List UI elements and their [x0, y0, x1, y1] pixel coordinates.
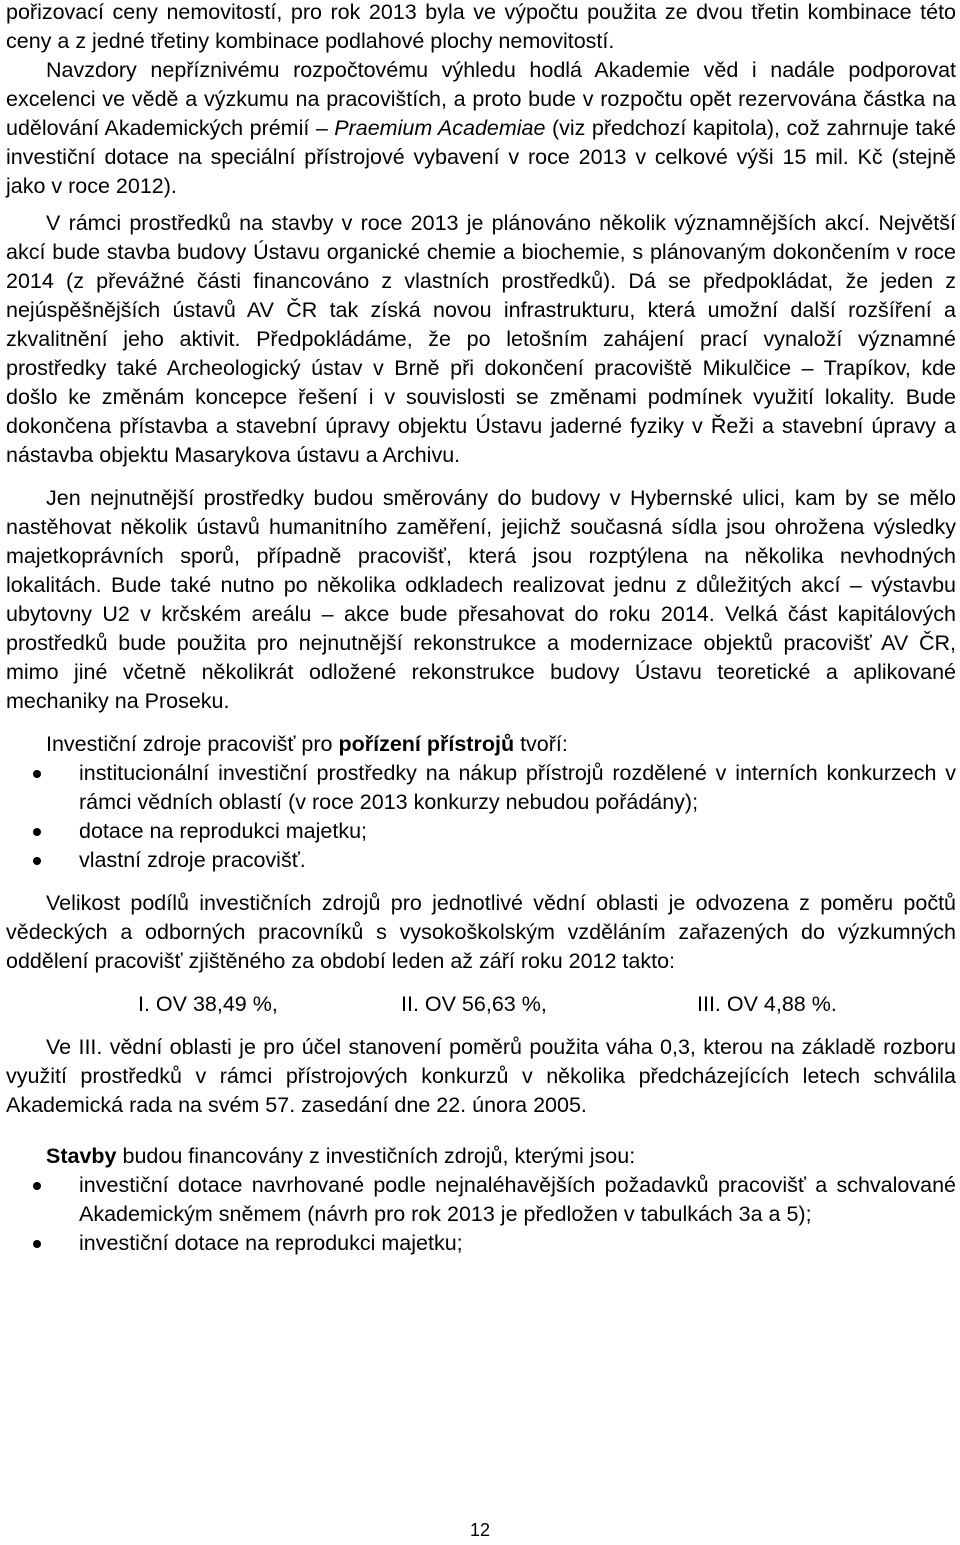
instrument-sources-list [6, 759, 956, 875]
bullet-icon [33, 828, 41, 836]
list-item [6, 846, 956, 875]
paragraph-premium [6, 56, 956, 201]
paragraph-third-area: Ve III. vědní oblasti je pro účel stanovení poměrů použita váha 0,3, kterou na základě rozboru využití prostředků v rámci přístrojových konkurzů v několika předcházejících letech schválila Akademická rada na svém 57. zasedání dne 22. února 2005. [6, 1035, 956, 1117]
ratio-ov3: III. OV 4,88 %. [697, 992, 837, 1016]
paragraph-premium-text-b: (viz předchozí kapitola), což zahrnuje také investiční dotace na speciální přístrojové vybavení v roce 2013 v celkové výši 15 mil. Kč (stejně jako v roce 2012). [6, 116, 956, 198]
buildings-text: budou financovány z investičních zdrojů, kterými jsou: [122, 1144, 636, 1168]
instrument-sources-text-b: tvoří: [520, 732, 568, 756]
paragraph-continued: pořizovací ceny nemovitostí, pro rok 2013 byla ve výpočtu použita ze dvou třetin kombinace této ceny a z jedné třetiny kombinace podlahové plochy nemovitostí. [6, 0, 956, 53]
bullet-icon [33, 770, 41, 778]
paragraph-hybernska: Jen nejnutnější prostředky budou směrovány do budovy v Hybernské ulici, kam by se mělo nastěhovat několik ústavů humanitního zaměření, jejichž současná sídla jsou ohrožena výsledky majetkoprávních sporů, případně pracovišť, která jsou rozptýlena na několika nevhodných lokalitách. Bude také nutno po několika odkladech realizovat jednu z důležitých akcí – výstavbu ubytovny U2 v krčském areálu – akce bude přesahovat do roku 2014. Velká část kapitálových prostředků bude použita pro nejnutnější rekonstrukce a modernizace objektů pracovišť AV ČR, mimo jiné včetně několikrát odložené rekonstrukce budovy Ústavu teoretické a aplikované mechaniky na Proseku. [6, 486, 956, 713]
list-item [6, 817, 956, 846]
ratio-ov2: II. OV 56,63 %, [401, 992, 547, 1016]
list-item-text: dotace na reprodukci majetku; [79, 819, 368, 843]
list-item [6, 1171, 956, 1229]
paragraph-instrument-sources [6, 730, 956, 759]
paragraph-premium-text-a: Navzdory nepříznivému rozpočtovému výhledu hodlá Akademie věd i nadále podporovat excelenci ve vědě a výzkumu na pracovištích, a proto bude v rozpočtu opět rezervována částka na udělování Akademických prémií – [6, 58, 956, 140]
paragraph-share-size: Velikost podílů investičních zdrojů pro jednotlivé vědní oblasti je odvozena z poměru počtů vědeckých a odborných pracovníků s vysokoškolským vzděláním zařazených do výzkumných oddělení pracovišť zjištěného za období leden až září roku 2012 takto: [6, 891, 956, 973]
bullet-icon [33, 1182, 41, 1190]
paragraph-constructions: V rámci prostředků na stavby v roce 2013 je plánováno několik významnějších akcí. Největší akcí bude stavba budovy Ústavu organické chemie a biochemie, s plánovaným dokončením v roce 2014 (z převážné části financováno z vlastních prostředků). Dá se předpokládat, že jeden z nejúspěšnějších ústavů AV ČR tak získá novou infrastrukturu, která umožní další rozšíření a zkvalitnění jeho aktivit. Předpokládáme, že po letošním zahájení prací vynaloží významné prostředky také Archeologický ústav v Brně při dokončení pracoviště Mikulčice – Trapíkov, kde došlo ke změnám koncepce řešení i v souvislosti se změnami podmínek využití lokality. Bude dokončena přístavba a stavební úpravy objektu Ústavu jaderné fyziky v Řeži a stavební úpravy a nástavba objektu Masarykova ústavu a Archivu. [6, 211, 956, 467]
instrument-sources-bold: pořízení přístrojů [338, 732, 515, 756]
list-item [6, 759, 956, 817]
paragraph-buildings [6, 1142, 956, 1171]
document-page [6, 0, 956, 1258]
bullet-icon [33, 1240, 41, 1248]
bullet-icon [33, 857, 41, 865]
list-item-text: vlastní zdroje pracovišť. [79, 848, 306, 872]
praemium-academiae-italic: Praemium Academiae [334, 116, 546, 140]
page-number: 12 [469, 1520, 491, 1540]
buildings-bold: Stavby [46, 1144, 117, 1168]
list-item-text: investiční dotace na reprodukci majetku; [79, 1231, 463, 1255]
instrument-sources-text-a: Investiční zdroje pracovišť pro [46, 732, 333, 756]
list-item-text: institucionální investiční prostředky na nákup přístrojů rozdělené v interních konkurzech v rámci vědních oblastí (v roce 2013 konkurzy nebudou pořádány); [79, 761, 956, 814]
buildings-sources-list [6, 1171, 956, 1258]
ratio-ov1: I. OV 38,49 %, [138, 992, 278, 1016]
list-item [6, 1229, 956, 1258]
ratios-line [6, 990, 956, 1019]
list-item-text: investiční dotace navrhované podle nejnaléhavějších požadavků pracovišť a schvalované Akademickým sněmem (návrh pro rok 2013 je předložen v tabulkách 3a a 5); [79, 1173, 956, 1226]
